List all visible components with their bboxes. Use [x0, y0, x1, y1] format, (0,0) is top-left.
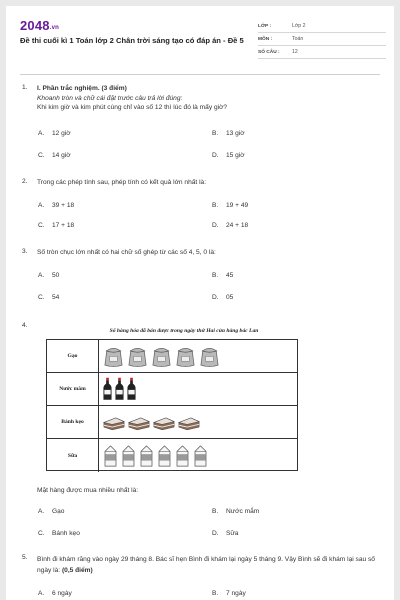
chart-icons: [99, 340, 297, 372]
meta-label: SỐ CÂU :: [258, 49, 280, 55]
chart-row: [47, 406, 297, 439]
option-text: 39 + 18: [52, 202, 75, 209]
meta-label: LỚP :: [258, 23, 272, 29]
option-c[interactable]: [38, 222, 74, 229]
option-text: 24 + 18: [226, 222, 249, 229]
option-letter: A.: [38, 202, 45, 209]
chart-icons: [99, 373, 297, 405]
option-text: 12 giờ: [52, 130, 71, 137]
chart-title: Số hàng hóa đã bán được trong ngày thứ Hai cửa hàng bác Lan: [109, 328, 259, 334]
milk-carton-icon: [175, 445, 190, 467]
question-text: Khi kim giờ và kim phút cùng chỉ vào số 12 thì lúc đó là mấy giờ?: [37, 104, 228, 111]
meta-value: Lớp 2: [292, 23, 306, 29]
option-text: 13 giờ: [226, 130, 245, 137]
question-text: Mặt hàng được mua nhiều nhất là:: [37, 487, 139, 494]
rice-bag-icon: [199, 345, 220, 368]
question-number: 4.: [22, 322, 28, 329]
chart-category: Sữa: [47, 439, 99, 472]
meta-value: Toán: [292, 36, 304, 42]
logo-suffix: .vn: [49, 25, 60, 31]
rice-bag-icon: [127, 345, 148, 368]
option-letter: B.: [212, 130, 219, 137]
milk-carton-icon: [157, 445, 172, 467]
option-text: Sữa: [226, 530, 239, 537]
option-letter: C.: [38, 152, 45, 159]
option-d[interactable]: [212, 530, 238, 537]
meta-label: MÔN :: [258, 36, 273, 42]
option-letter: D.: [212, 222, 219, 229]
header-divider: [20, 74, 380, 75]
chart-category: Bánh kẹo: [47, 406, 99, 438]
chart-category: Nước mắm: [47, 373, 99, 405]
option-text: 05: [226, 294, 234, 301]
option-d[interactable]: [212, 152, 245, 159]
document-header: [20, 16, 386, 68]
meta-value: 12: [292, 49, 298, 55]
cake-icon: [128, 415, 150, 430]
option-b[interactable]: [212, 130, 245, 137]
option-text: 15 giờ: [226, 152, 245, 159]
option-letter: D.: [212, 530, 219, 537]
option-b[interactable]: [212, 272, 233, 279]
option-text: 19 + 49: [226, 202, 249, 209]
option-letter: B.: [212, 202, 219, 209]
option-c[interactable]: [38, 294, 59, 301]
milk-carton-icon: [121, 445, 136, 467]
pictogram-chart: [46, 339, 298, 471]
option-b[interactable]: [212, 202, 248, 209]
option-d[interactable]: [212, 222, 248, 229]
option-letter: A.: [38, 130, 45, 137]
question-number: 2.: [22, 178, 28, 185]
option-text: 14 giờ: [52, 152, 71, 159]
cake-icon: [103, 415, 125, 430]
chart-row: [47, 439, 297, 472]
option-letter: A.: [38, 508, 45, 515]
meta-row-subject: [258, 33, 386, 46]
site-logo[interactable]: [20, 18, 59, 33]
question-text: Số tròn chục lớn nhất có hai chữ số ghép từ các số 4, 5, 0 là:: [37, 249, 216, 256]
rice-bag-icon: [151, 345, 172, 368]
section-heading: I. Phần trắc nghiệm. (3 điểm): [37, 85, 127, 92]
option-text: 50: [52, 272, 60, 279]
meta-row-class: [258, 20, 386, 33]
rice-bag-icon: [103, 345, 124, 368]
option-letter: C.: [38, 294, 45, 301]
question-text: Trong các phép tính sau, phép tính có kết quả lớn nhất là:: [37, 179, 207, 186]
document-title: Đề thi cuối kì 1 Toán lớp 2 Chân trời sáng tạo có đáp án - Đề 5: [20, 36, 244, 45]
cake-icon: [178, 415, 200, 430]
option-text: 6 ngày: [52, 590, 72, 597]
milk-carton-icon: [139, 445, 154, 467]
option-text: Gạo: [52, 508, 65, 515]
chart-icons: [99, 406, 297, 438]
option-text: Bánh kẹo: [52, 530, 80, 537]
chart-icons: [99, 439, 297, 472]
option-b[interactable]: [212, 508, 259, 515]
option-b[interactable]: [212, 590, 246, 597]
meta-row-count: [258, 46, 386, 59]
option-c[interactable]: [38, 530, 80, 537]
option-letter: B.: [212, 272, 219, 279]
option-letter: B.: [212, 508, 219, 515]
option-text: 54: [52, 294, 60, 301]
chart-category: Gạo: [47, 340, 99, 372]
question-text: Bình đi khám răng vào ngày 29 tháng 8. Bác sĩ hẹn Bình đi khám lại ngày 5 tháng 9. Vậy Bình sẽ đi khám lại sau số ngày là:: [37, 556, 375, 574]
cake-icon: [153, 415, 175, 430]
question-instruction: Khoanh tròn và chữ cái đặt trước câu trả lời đúng:: [37, 94, 183, 102]
option-letter: D.: [212, 152, 219, 159]
fish-sauce-bottle-icon: [115, 377, 124, 401]
option-a[interactable]: [38, 590, 72, 597]
fish-sauce-bottle-icon: [127, 377, 136, 401]
option-a[interactable]: [38, 202, 74, 209]
document-meta: [258, 20, 386, 59]
rice-bag-icon: [175, 345, 196, 368]
fish-sauce-bottle-icon: [103, 377, 112, 401]
option-a[interactable]: [38, 130, 71, 137]
question-points: (0,5 điểm): [61, 567, 93, 574]
option-text: Nước mắm: [226, 508, 260, 515]
option-text: 17 + 18: [52, 222, 75, 229]
chart-row: [47, 373, 297, 406]
option-d[interactable]: [212, 294, 233, 301]
chart-row: [47, 340, 297, 373]
document-page: [6, 6, 394, 600]
option-letter: C.: [38, 222, 45, 229]
question-number: 5.: [22, 554, 28, 561]
milk-carton-icon: [103, 445, 118, 467]
option-letter: B.: [212, 590, 219, 597]
logo-text: 2048: [20, 18, 50, 33]
option-text: 7 ngày: [226, 590, 246, 597]
milk-carton-icon: [193, 445, 208, 467]
option-letter: A.: [38, 272, 45, 279]
option-letter: D.: [212, 294, 219, 301]
option-a[interactable]: [38, 272, 59, 279]
question-number: 3.: [22, 248, 28, 255]
option-a[interactable]: [38, 508, 64, 515]
option-text: 45: [226, 272, 234, 279]
option-letter: A.: [38, 590, 45, 597]
option-c[interactable]: [38, 152, 71, 159]
question-number: 1.: [22, 84, 28, 91]
option-letter: C.: [38, 530, 45, 537]
